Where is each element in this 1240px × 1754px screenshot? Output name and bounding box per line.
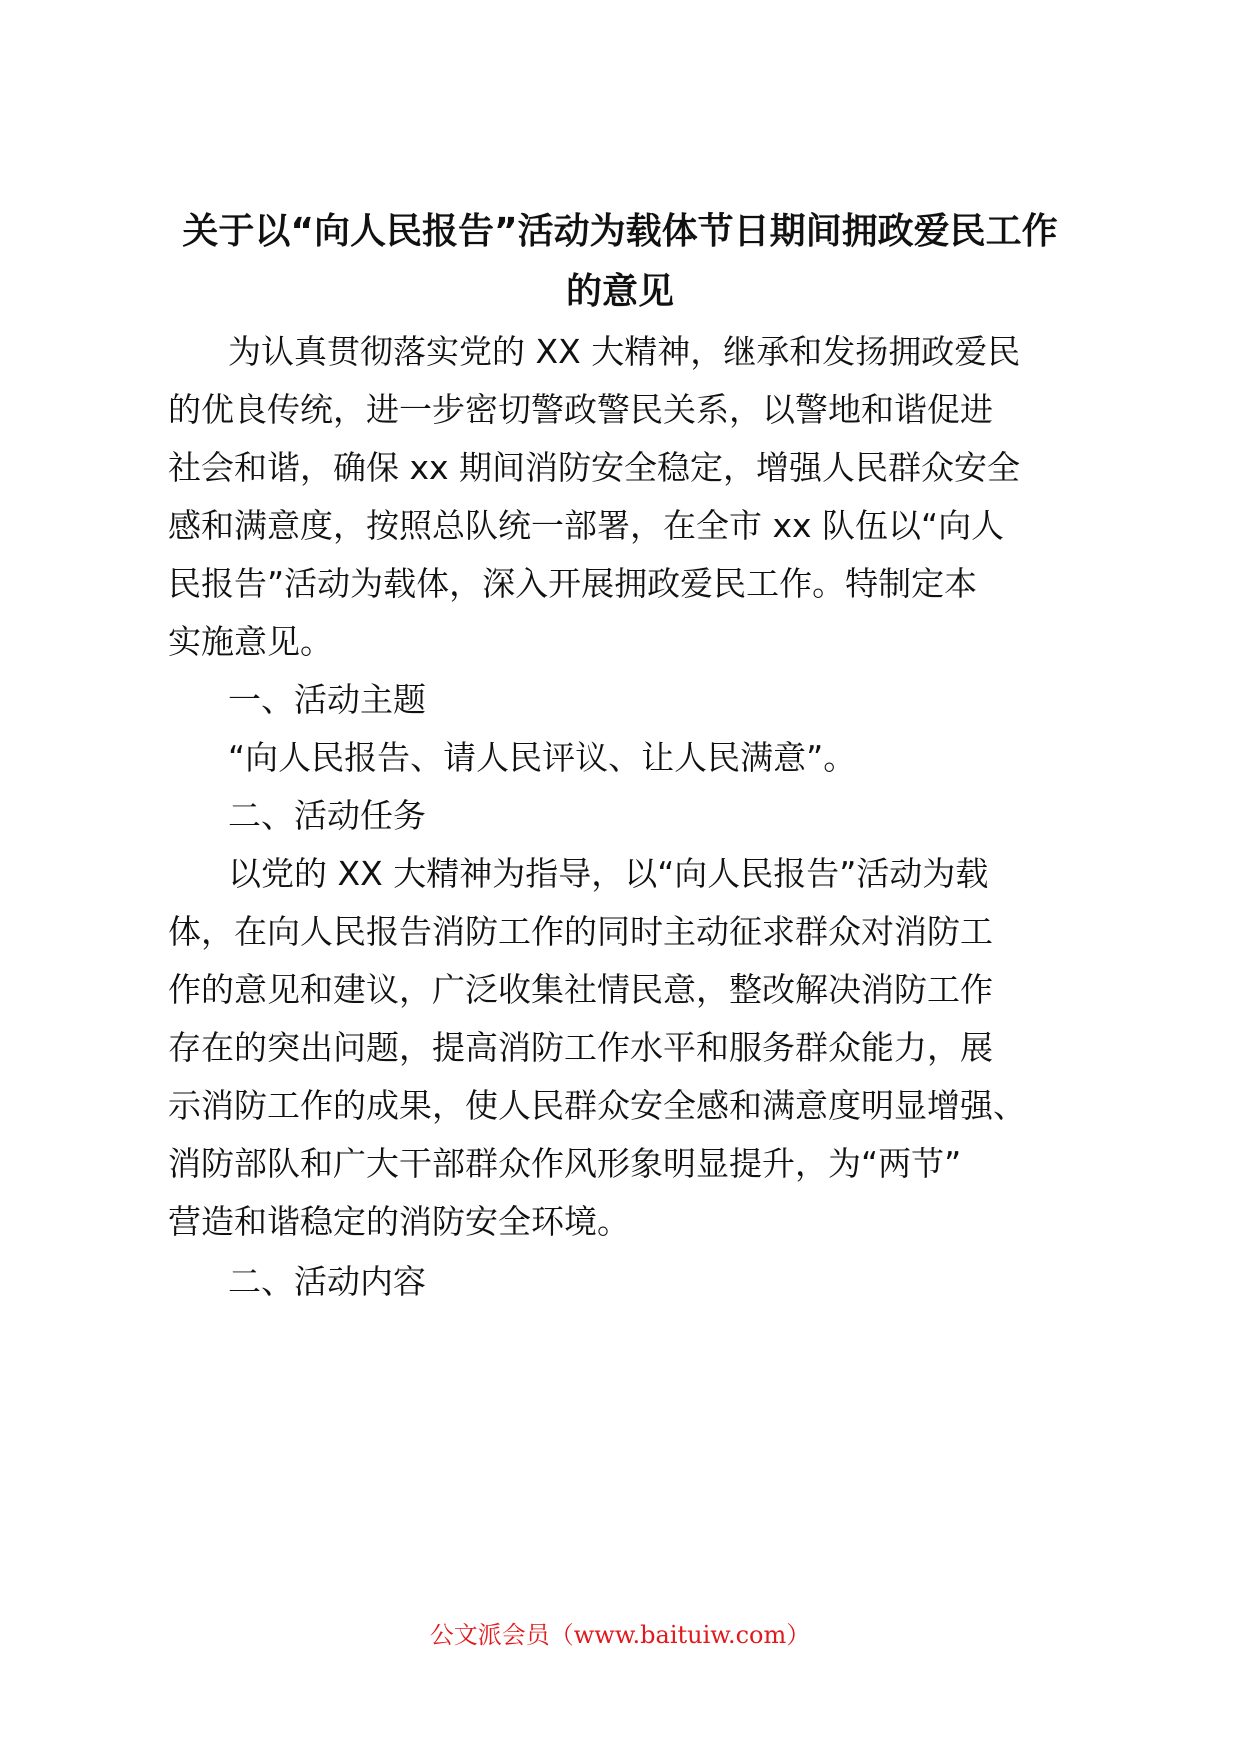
title-line-1: 关于以“向人民报告”活动为载体节日期间拥政爱民工作 — [182, 211, 1058, 252]
title-line-2: 的意见 — [565, 271, 674, 312]
body-line: 以党的 XX 大精神为指导，以“向人民报告”活动为载 — [228, 854, 989, 893]
body-line: 为认真贯彻落实党的 XX 大精神，继承和发扬拥政爱民 — [228, 332, 1021, 371]
section-heading: 二、活动任务 — [228, 796, 426, 835]
body-line: 的优良传统，进一步密切警政警民关系，以警地和谐促进 — [168, 390, 993, 429]
document-title — [180, 202, 1060, 322]
body-line: 作的意见和建议，广泛收集社情民意，整改解决消防工作 — [168, 970, 993, 1009]
section-heading: 二、活动内容 — [228, 1262, 426, 1301]
body-line: 体，在向人民报告消防工作的同时主动征求群众对消防工 — [168, 912, 993, 951]
body-line: 感和满意度，按照总队统一部署，在全市 xx 队伍以“向人 — [168, 506, 1005, 545]
body-line: 示消防工作的成果，使人民群众安全感和满意度明显增强、 — [168, 1086, 1026, 1125]
body-line: 存在的突出问题，提高消防工作水平和服务群众能力，展 — [168, 1028, 993, 1067]
body-line: “向人民报告、请人民评议、让人民满意”。 — [228, 738, 857, 777]
body-line: 消防部队和广大干部群众作风形象明显提升，为“两节” — [168, 1144, 962, 1183]
body-line: 社会和谐，确保 xx 期间消防安全稳定，增强人民群众安全 — [168, 448, 1021, 487]
footer-watermark: 公文派会员（www.baituiw.com） — [429, 1621, 811, 1649]
body-line: 实施意见。 — [168, 622, 333, 661]
body-line: 民报告”活动为载体，深入开展拥政爱民工作。特制定本 — [168, 564, 978, 603]
section-heading: 一、活动主题 — [228, 680, 426, 719]
body-line: 营造和谐稳定的消防安全环境。 — [168, 1202, 630, 1241]
